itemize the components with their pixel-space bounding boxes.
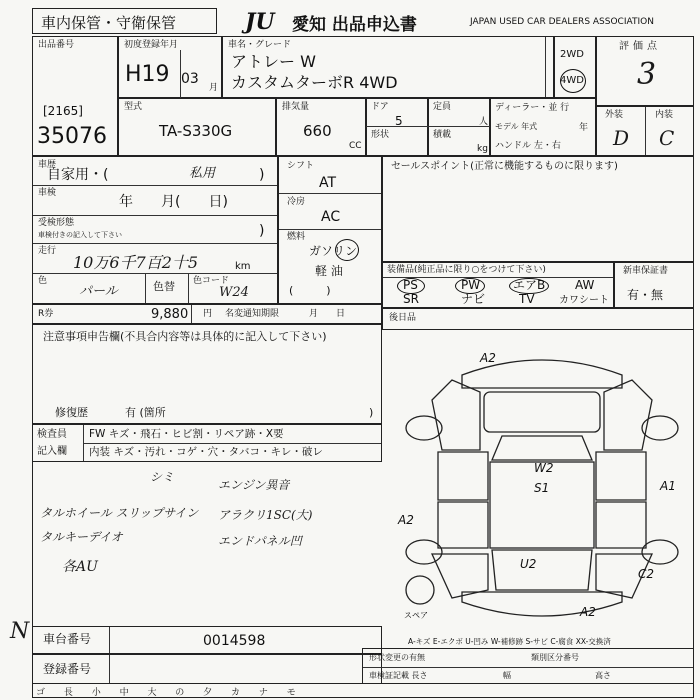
front-right-wheel bbox=[642, 416, 678, 440]
color-label: 色 bbox=[38, 276, 48, 286]
fuel-gas-circle bbox=[335, 239, 359, 261]
divider bbox=[645, 107, 646, 155]
score-box bbox=[596, 36, 694, 106]
color-code-label: 色コード bbox=[193, 276, 230, 286]
model-value: TA-S330G bbox=[159, 122, 233, 140]
association-name: JAPAN USED CAR DEALERS ASSOCIATION bbox=[470, 17, 654, 27]
model-year-label: モデル 年式 bbox=[495, 122, 538, 131]
dealer-label: ディーラー・並 行 bbox=[495, 103, 570, 113]
exterior-value: D bbox=[613, 126, 630, 150]
listing-number-label: 出品番号 bbox=[38, 40, 75, 50]
history-box bbox=[32, 156, 278, 304]
note-end-panel: エンドパネル凹 bbox=[218, 534, 302, 548]
equip-aw: AW bbox=[575, 278, 595, 292]
fill-label: 記入欄 bbox=[37, 446, 67, 457]
model-label: 型式 bbox=[124, 102, 143, 112]
handle-label: ハンドル 左・右 bbox=[495, 141, 561, 151]
bottom-strip: ゴ 長 小 中 大 の 夕 カ ナ モ bbox=[36, 688, 304, 698]
divider bbox=[180, 50, 181, 98]
recycle-label: R券 bbox=[38, 309, 54, 319]
equipment-box bbox=[382, 262, 614, 308]
capacity-unit: 人 bbox=[479, 117, 489, 127]
warranty-label: 新車保証書 bbox=[623, 266, 669, 276]
year-unit: 年 bbox=[579, 123, 589, 133]
ac-label: 冷房 bbox=[287, 197, 306, 207]
reg-number-box bbox=[32, 654, 382, 684]
inspection-value: 年 月( 日) bbox=[119, 194, 228, 210]
name-change-label: 名変通知期限 bbox=[225, 309, 280, 319]
notes-box bbox=[32, 324, 382, 424]
displacement-value: 660 bbox=[303, 122, 332, 140]
divider bbox=[33, 273, 277, 274]
interior-row: 内装 キズ・汚れ・コゲ・穴・タバコ・キレ・破レ bbox=[89, 446, 323, 458]
damage-mark: C2 bbox=[638, 567, 655, 581]
receipt-label: 受検形態 bbox=[38, 218, 75, 228]
equip-ps-circle bbox=[397, 278, 425, 294]
sales-point-label: セールスポイント(正常に機能するものに限ります) bbox=[391, 161, 618, 172]
left-front-door bbox=[438, 452, 488, 500]
inspection-label: 車検 bbox=[38, 188, 57, 198]
cc-unit: CC bbox=[349, 141, 362, 151]
shape-label: 形状 bbox=[371, 130, 390, 140]
divider bbox=[109, 627, 110, 653]
use-close: ) bbox=[259, 167, 265, 183]
month-unit: 月 bbox=[209, 83, 219, 93]
rear-right-wheel bbox=[642, 540, 678, 564]
fuel-diesel: 軽 油 bbox=[315, 264, 343, 278]
note-each: 各AU bbox=[62, 559, 98, 575]
divider bbox=[33, 185, 277, 186]
warranty-box bbox=[614, 262, 694, 308]
dims-label: 車検証記載 長さ bbox=[369, 671, 428, 680]
shape-change-label: 形状変更の有無 bbox=[369, 653, 425, 662]
left-rear-door bbox=[438, 502, 488, 548]
drivetrain-box bbox=[278, 156, 382, 304]
note-stain: シミ bbox=[150, 470, 175, 484]
chassis-number: 0014598 bbox=[203, 633, 266, 649]
rear-gate bbox=[492, 550, 592, 590]
divider bbox=[279, 229, 381, 230]
color-code: W24 bbox=[219, 285, 249, 300]
equipment-label: 装備品(純正品に限り○をつけて下さい) bbox=[387, 265, 546, 275]
front-right-fender bbox=[604, 380, 652, 450]
rear-bumper bbox=[462, 592, 622, 616]
damage-mark: U2 bbox=[520, 557, 537, 571]
note-wheel: タルホイール スリップサイン bbox=[40, 506, 199, 520]
spare-label: スペア bbox=[404, 611, 428, 620]
drive-4wd-circle bbox=[560, 69, 586, 93]
damage-mark: A2 bbox=[580, 605, 596, 619]
dealer-box bbox=[490, 98, 596, 156]
sales-point-box bbox=[382, 156, 694, 262]
height-label: 高さ bbox=[595, 671, 611, 680]
equip-tv: TV bbox=[519, 292, 535, 306]
registration-year: H19 bbox=[125, 62, 170, 87]
car-name-line2: カスタムターボR 4WD bbox=[231, 73, 398, 92]
car-name-box bbox=[222, 36, 554, 98]
notes-label: 注意事項申告欄(不具合内容等は具体的に記入して下さい) bbox=[43, 330, 327, 343]
rear-left-quarter bbox=[432, 554, 488, 598]
door-label: ドア bbox=[371, 102, 389, 112]
listing-number-box bbox=[32, 36, 118, 156]
ju-logo-mark: JU bbox=[245, 9, 275, 35]
later-items-box bbox=[382, 308, 694, 330]
divider bbox=[83, 443, 381, 444]
warranty-value: 有・無 bbox=[627, 288, 664, 302]
car-name-line1: アトレー W bbox=[231, 52, 316, 71]
registration-label: 初度登録年月 bbox=[124, 40, 179, 50]
equip-airbag: エアB bbox=[513, 278, 546, 292]
km-unit: km bbox=[235, 261, 251, 272]
width-label: 幅 bbox=[503, 671, 511, 680]
door-value: 5 bbox=[395, 114, 403, 128]
equip-airbag-circle bbox=[509, 278, 549, 294]
staff-label: 検査員 bbox=[37, 429, 67, 440]
interior-value: C bbox=[659, 126, 675, 150]
front-left-wheel bbox=[406, 416, 442, 440]
note-aero: アラクリ1SC(大) bbox=[218, 508, 313, 522]
car-name-label: 車名・グレード bbox=[228, 40, 292, 50]
margin-hand-mark: N bbox=[10, 619, 30, 644]
drive-box bbox=[554, 36, 596, 98]
repair-label: 修復歴 bbox=[55, 406, 88, 419]
drive-2wd: 2WD bbox=[560, 49, 584, 60]
load-label: 積載 bbox=[433, 130, 452, 140]
load-unit: kg bbox=[477, 144, 488, 154]
score-value: 3 bbox=[637, 57, 657, 92]
storage-label-box bbox=[32, 8, 217, 34]
ext-int-box bbox=[596, 106, 694, 156]
listing-sub-number: [2165] bbox=[43, 104, 83, 118]
note-engine-noise: エンジン異音 bbox=[218, 478, 290, 492]
spare-tire bbox=[406, 576, 434, 604]
listing-number: 35076 bbox=[37, 124, 107, 149]
drive-4wd: 4WD bbox=[560, 75, 584, 86]
receipt-note: 車検付きの記入して下さい bbox=[38, 231, 122, 239]
front-left-fender bbox=[432, 380, 480, 450]
ac-value: AC bbox=[321, 209, 341, 225]
equip-ps: PS bbox=[403, 278, 418, 292]
right-rear-door bbox=[596, 502, 646, 548]
interior-label: 内装 bbox=[655, 110, 674, 120]
divider bbox=[279, 193, 381, 194]
later-items-label: 後日品 bbox=[389, 313, 417, 323]
capacity-box bbox=[428, 98, 490, 156]
form-title: 愛知 出品申込書 bbox=[292, 15, 417, 35]
fuel-paren: ( ) bbox=[289, 284, 331, 297]
use-hand: 私用 bbox=[189, 166, 216, 181]
equip-pw-circle bbox=[455, 278, 485, 294]
equip-sr: SR bbox=[403, 292, 419, 306]
shift-value: AT bbox=[319, 175, 337, 191]
damage-mark: A2 bbox=[480, 351, 496, 365]
damage-mark: S1 bbox=[534, 481, 550, 495]
damage-legend: A-キズ E-エクボ U-凹み W-補修跡 S-サビ C-腐食 XX-交換済 bbox=[408, 637, 611, 646]
windshield bbox=[492, 436, 592, 460]
recycle-box bbox=[32, 304, 382, 324]
rear-left-wheel bbox=[406, 540, 442, 564]
shape-change-box bbox=[362, 648, 694, 684]
chassis-label: 車台番号 bbox=[43, 632, 92, 646]
hood bbox=[484, 392, 600, 432]
registration-month: 03 bbox=[181, 71, 199, 87]
divider bbox=[33, 215, 277, 216]
divider bbox=[191, 305, 192, 323]
divider bbox=[33, 243, 277, 244]
use-type: 自家用・( bbox=[47, 167, 109, 183]
damage-mark: A2 bbox=[398, 513, 414, 527]
damage-mark: W2 bbox=[534, 461, 554, 475]
repair-value: 有 (箇所 bbox=[125, 406, 166, 419]
divider bbox=[363, 667, 693, 668]
damage-mark: A1 bbox=[660, 479, 676, 493]
divider bbox=[366, 126, 490, 127]
shift-label: シフト bbox=[287, 161, 315, 171]
door-shape-box bbox=[366, 98, 428, 156]
model-box bbox=[118, 98, 276, 156]
fuel-gas: ガソリン bbox=[309, 244, 358, 258]
chassis-box bbox=[32, 626, 382, 654]
equip-navi: ナビ bbox=[461, 292, 486, 306]
fuel-label: 燃料 bbox=[287, 232, 306, 242]
displacement-box bbox=[276, 98, 366, 156]
mileage-label: 走行 bbox=[38, 246, 57, 256]
color-change-label: 色替 bbox=[153, 280, 175, 293]
yen-unit: 円 bbox=[203, 309, 213, 319]
right-front-door bbox=[596, 452, 646, 500]
category-change-label: 類別区分番号 bbox=[531, 653, 579, 662]
capacity-label: 定員 bbox=[433, 102, 452, 112]
receipt-paren: ) bbox=[259, 223, 265, 239]
mileage-value: 10万6千7百2十5 bbox=[73, 253, 199, 272]
name-change-date: 月 日 bbox=[309, 309, 346, 319]
storage-label: 車内保管・守衛保管 bbox=[41, 14, 177, 32]
ju-logo bbox=[245, 9, 293, 33]
equip-cawseat: カワシート bbox=[559, 295, 609, 306]
reg-number-label: 登録番号 bbox=[43, 662, 92, 676]
history-label: 車歴 bbox=[38, 160, 57, 170]
displacement-label: 排気量 bbox=[282, 102, 310, 112]
vehicle-damage-diagram bbox=[392, 340, 692, 640]
score-label: 評価点 bbox=[619, 41, 661, 52]
exterior-label: 外装 bbox=[605, 110, 624, 120]
divider bbox=[145, 273, 146, 303]
registration-box bbox=[118, 36, 222, 98]
divider bbox=[188, 273, 189, 303]
fw-row: FW キズ・飛石・ヒビ割・リペア跡・X要 bbox=[89, 428, 284, 440]
repair-close: ) bbox=[369, 406, 374, 419]
inspector-box bbox=[32, 424, 382, 462]
note-battery: タルキーデイオ bbox=[40, 530, 123, 544]
color-value: パール bbox=[79, 284, 118, 299]
equip-pw: PW bbox=[461, 278, 481, 292]
divider bbox=[545, 37, 546, 97]
recycle-value: 9,880 bbox=[151, 307, 189, 322]
divider bbox=[109, 655, 110, 683]
